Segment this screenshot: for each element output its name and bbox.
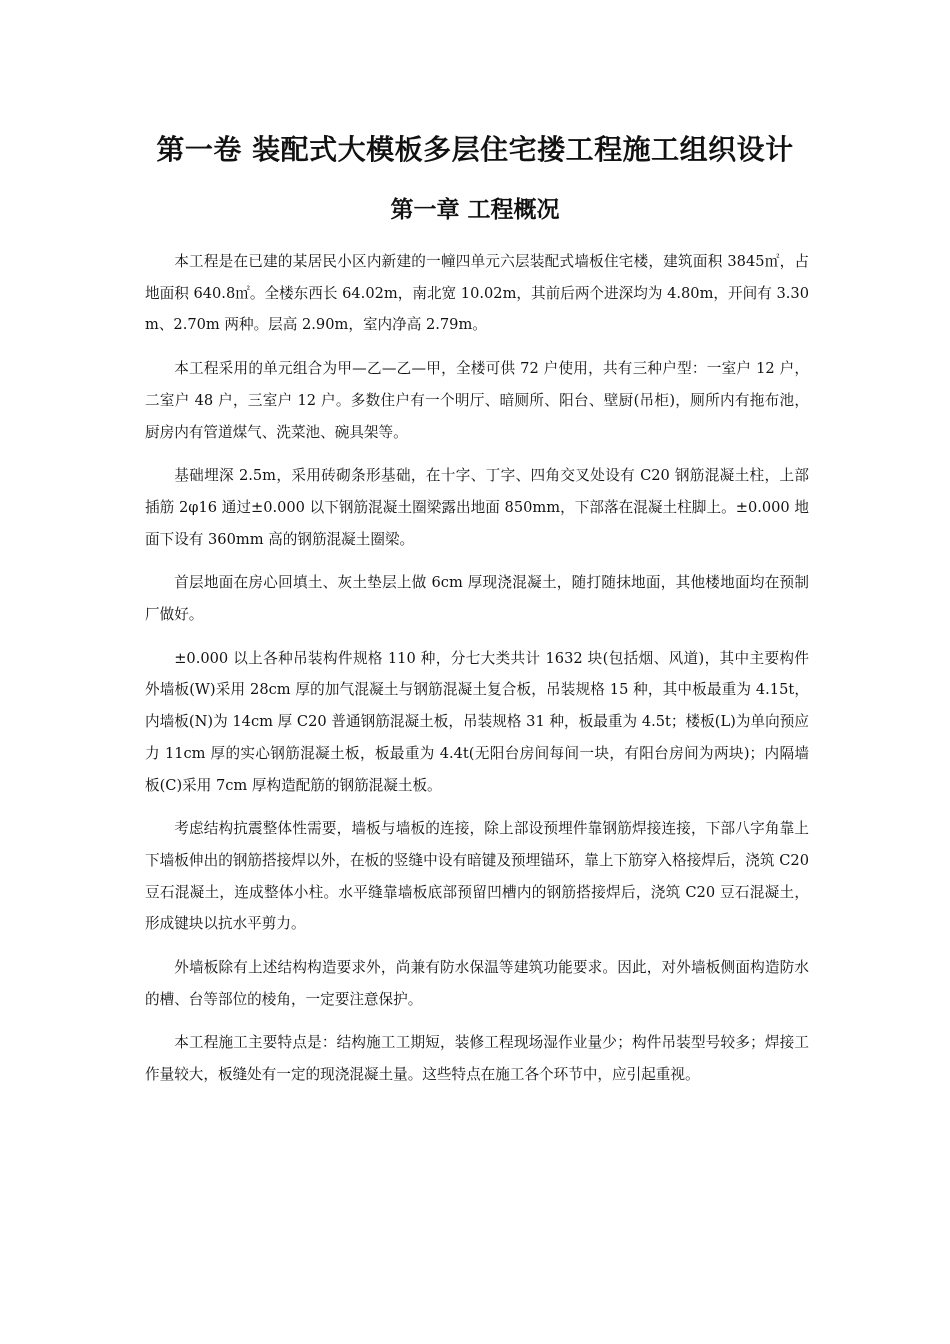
paragraph: 本工程是在已建的某居民小区内新建的一幢四单元六层装配式墙板住宅楼，建筑面积 3845㎡，占地面积 640.8㎡。全楼东西长 64.02m，南北宽 10.02m，其前后两个进深均为 4.80m，开间有 3.30m、2.70m 两种。层高 2.90m，室内净高 2.79m。: [145, 253, 809, 334]
paragraph: 首层地面在房心回填土、灰土垫层上做 6cm 厚现浇混凝土，随打随抹地面，其他楼地面均在预制厂做好。: [145, 574, 809, 624]
paragraph: 考虑结构抗震整体性需要，墙板与墙板的连接，除上部设预埋件靠钢筋焊接连接，下部八字角靠上下墙板伸出的钢筋搭接焊以外，在板的竖缝中设有暗键及预埋锚环，靠上下筋穿入格接焊后，浇筑 C20 豆石混凝土，连成整体小柱。水平缝靠墙板底部预留凹槽内的钢筋搭接焊后，浇筑 C20 豆石混凝土，形成键块以抗水平剪力。: [145, 820, 809, 933]
paragraph: ±0.000 以上各种吊装构件规格 110 种，分七大类共计 1632 块(包括烟、风道)，其中主要构件外墙板(W)采用 28cm 厚的加气混凝土与钢筋混凝土复合板，吊装规格 15 种，其中板最重为 4.15t，内墙板(N)为 14cm 厚 C20 普通钢筋混凝土板，吊装规格 31 种，板最重为 4.5t；楼板(L)为单向预应力 11cm 厚的实心钢筋混凝土板，板最重为 4.4t(无阳台房间每间一块，有阳台房间为两块)；内隔墙板(C)采用 7cm 厚构造配筋的钢筋混凝土板。: [145, 649, 809, 794]
document-title: 第一卷 装配式大模板多层住宅搂工程施工组织设计: [156, 133, 794, 166]
paragraph: 本工程采用的单元组合为甲—乙—乙—甲，全楼可供 72 户使用，共有三种户型：一室户 12 户，二室户 48 户，三室户 12 户。多数住户有一个明厅、暗厕所、阳台、壁厨(吊柜)，厕所内有拖布池，厨房内有管道煤气、洗菜池、碗具架等。: [145, 360, 809, 441]
paragraph: 本工程施工主要特点是：结构施工工期短，装修工程现场湿作业量少；构件吊装型号较多；焊接工作量较大，板缝处有一定的现浇混凝土量。这些特点在施工各个环节中，应引起重视。: [145, 1034, 809, 1084]
paragraph: 基础埋深 2.5m，采用砖砌条形基础，在十字、丁字、四角交叉处设有 C20 钢筋混凝土柱，上部插筋 2φ16 通过±0.000 以下钢筋混凝土圈梁露出地面 850mm，下部落在混凝土柱脚上。±0.000 地面下设有 360mm 高的钢筋混凝土圈梁。: [145, 467, 809, 548]
paragraph: 外墙板除有上述结构构造要求外，尚兼有防水保温等建筑功能要求。因此，对外墙板侧面构造防水的槽、台等部位的棱角，一定要注意保护。: [145, 959, 809, 1008]
chapter-title: 第一章 工程概况: [390, 197, 560, 223]
document-body: [145, 246, 809, 1103]
